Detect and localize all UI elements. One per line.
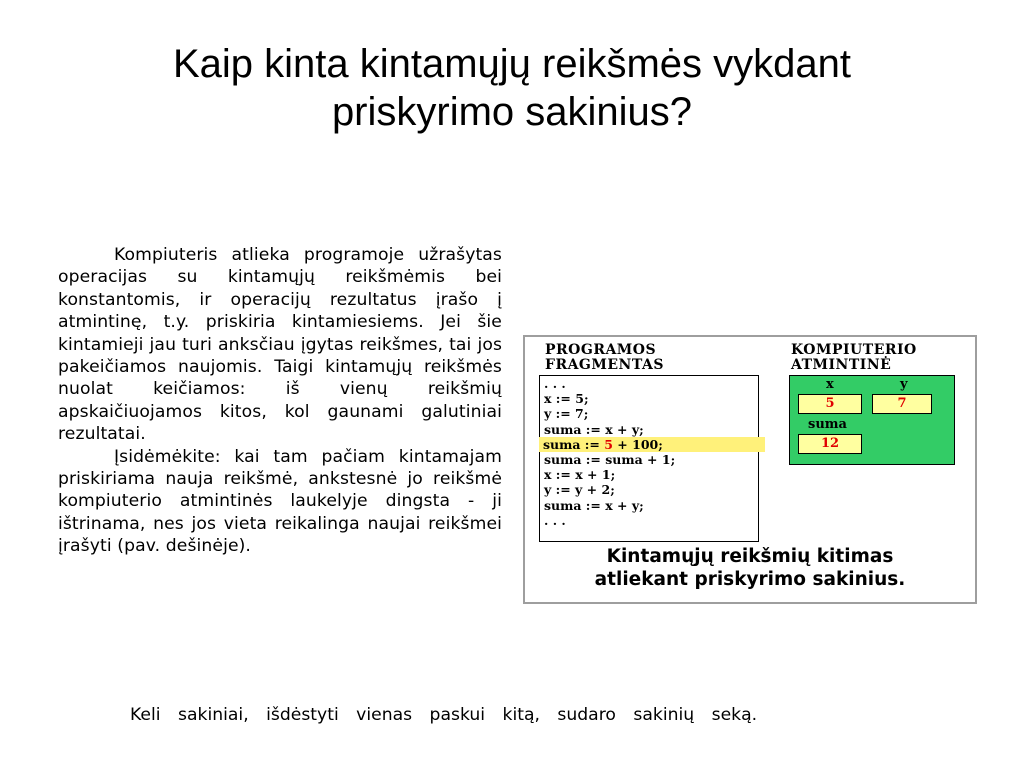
memory-heading-line1: KOMPIUTERIO xyxy=(791,342,917,358)
code-ellipsis-bottom: . . . xyxy=(544,512,566,528)
code-line-2: y := 7; xyxy=(544,406,589,422)
code-line-3: suma := x + y; xyxy=(544,421,644,437)
program-heading-line2: FRAGMENTAS xyxy=(545,357,664,373)
body-paragraph-1: Kompiuteris atlieka programoje užrašytas operacijas su kintamųjų reikšmėmis bei konstantomis, ir operacijų rezultatus įrašo į atmintinę, t.y. priskiria kintamiesiems. Jei šie kintamieji jau turi anksčiau įgytas reikšmes, tai jos pakeičiamos naujomis. Taigi kintamųjų reikšmės nuolat keičiamos: iš vienų reikšmių apskaičiuojamos kitos, kol gaunami galutiniai rezultatai. xyxy=(58,245,502,445)
slide-title-line2: priskyrimo sakinius? xyxy=(331,90,693,134)
code-line-4-prefix: suma := xyxy=(543,436,605,452)
body-text-column xyxy=(58,244,502,558)
caption-line1: Kintamųjų reikšmių kitimas xyxy=(606,546,894,567)
caption-line2: atliekant priskyrimo sakinius. xyxy=(594,569,906,590)
code-line-8: suma := x + y; xyxy=(544,497,644,513)
var-suma-label: suma xyxy=(808,417,847,432)
var-x-cell: 5 xyxy=(798,394,862,414)
body-paragraph-2: Įsidėmėkite: kai tam pačiam kintamajam priskiriama nauja reikšmė, ankstesnė jo reikšmė kompiuterio atmintinės laukelyje dingsta - ji ištrinama, nes jos vieta reikalinga naujai reikšmei įrašyti (pav. dešinėje). xyxy=(58,446,502,557)
var-y-label: y xyxy=(900,377,908,392)
memory-heading-line2: ATMINTINĖ xyxy=(791,357,892,373)
code-line-4-suffix: + 100; xyxy=(612,436,663,452)
code-listing xyxy=(539,375,759,542)
assignment-figure xyxy=(523,335,977,604)
slide-title xyxy=(60,40,964,136)
program-fragment-heading xyxy=(545,343,664,373)
code-line-1: x := 5; xyxy=(544,391,589,407)
slide-title-line1: Kaip kinta kintamųjų reikšmės vykdant xyxy=(172,42,852,86)
var-x-label: x xyxy=(826,377,834,392)
code-ellipsis-top: . . . xyxy=(544,376,566,391)
code-line-4-value: 5 xyxy=(604,436,613,452)
figure-caption xyxy=(525,545,975,591)
var-y-cell: 7 xyxy=(872,394,932,414)
slide-content xyxy=(58,240,988,725)
computer-memory-heading xyxy=(791,343,917,373)
program-heading-line1: PROGRAMOS xyxy=(545,342,657,358)
code-line-5: suma := suma + 1; xyxy=(544,452,676,468)
code-line-4-highlighted xyxy=(539,437,765,452)
memory-panel xyxy=(789,375,955,465)
var-suma-cell: 12 xyxy=(798,434,862,454)
body-last-line: Keli sakiniai, išdėstyti vienas paskui kitą, sudaro sakinių seką. xyxy=(130,705,758,725)
code-line-7: y := y + 2; xyxy=(544,482,615,498)
code-line-6: x := x + 1; xyxy=(544,467,616,483)
